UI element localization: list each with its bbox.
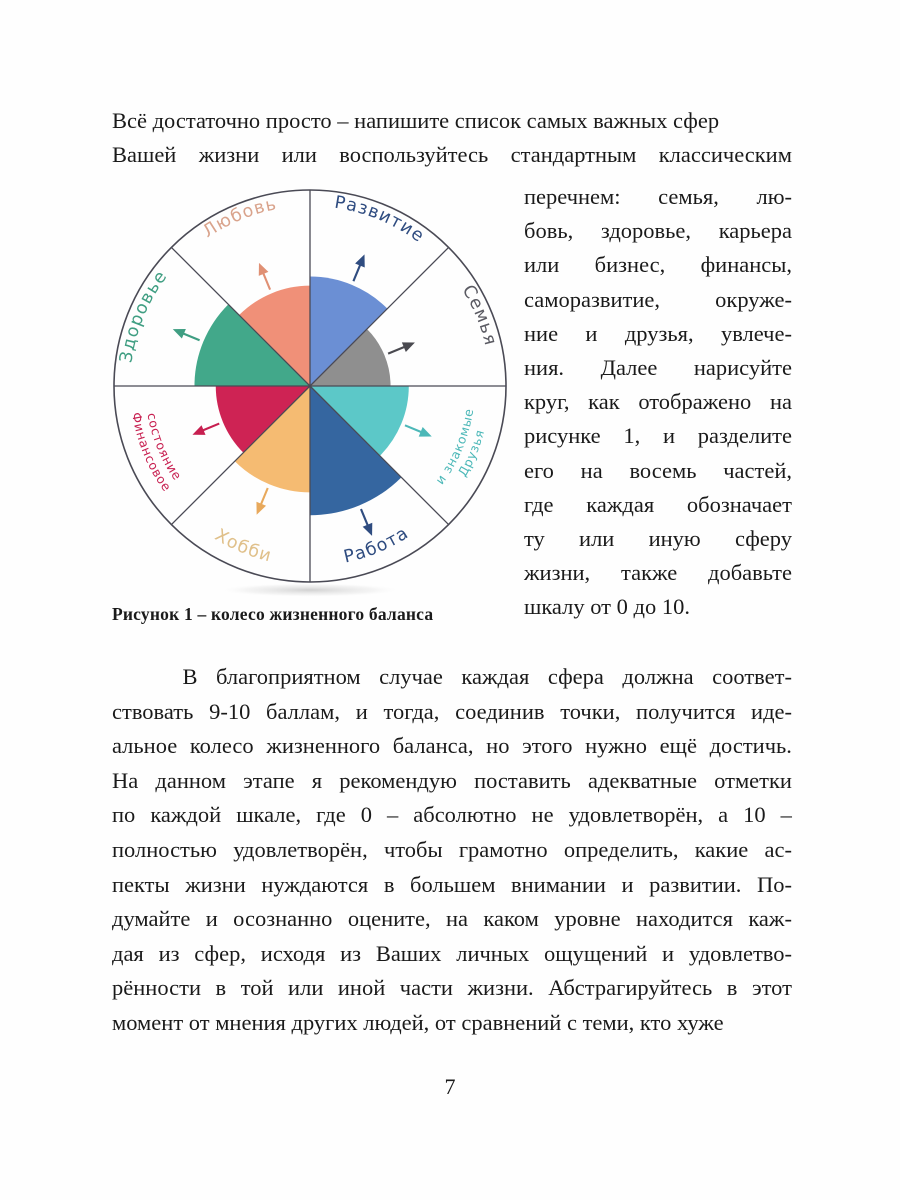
word: здоровье, [600, 218, 692, 244]
word: поставить [474, 767, 571, 793]
text-line [112, 764, 792, 799]
word: или [524, 252, 560, 278]
word: каком [483, 906, 539, 932]
text-line [524, 488, 792, 522]
word: и [662, 940, 675, 966]
word: где [316, 802, 346, 828]
word: Вашей [112, 142, 177, 167]
word: из [340, 940, 362, 966]
word: получится [636, 698, 736, 724]
word: жизненного [266, 733, 381, 759]
word: сфер, [194, 940, 246, 966]
word: жизни. [467, 975, 534, 1001]
word: – [780, 802, 792, 828]
word: удовлетворён, [568, 802, 704, 828]
word: оцените, [347, 906, 431, 932]
word: личных [456, 940, 530, 966]
wheel-drop-shadow [218, 583, 402, 597]
word: ощущений [544, 940, 648, 966]
word: рисунке [524, 423, 601, 449]
text-line [112, 971, 792, 1006]
word: этапе [243, 767, 295, 793]
word: колесо [189, 733, 254, 759]
word: не [531, 802, 554, 828]
word: его [524, 457, 554, 483]
word: жизни [198, 142, 260, 167]
figure-1 [104, 186, 516, 636]
word: отметки [714, 767, 792, 793]
word: ту [524, 526, 545, 552]
text-line [524, 556, 792, 590]
word: сферу [734, 526, 792, 552]
text-line [112, 729, 792, 764]
word: тогда, [383, 698, 440, 724]
word: ствовать [112, 698, 194, 724]
word: дая [112, 940, 144, 966]
word: перечнем: [524, 184, 621, 209]
word: По- [757, 871, 792, 897]
word: Ваших [375, 940, 442, 966]
wheel-grid-group [114, 190, 506, 582]
text-line [524, 351, 792, 385]
word: добавьте [708, 560, 792, 586]
text-line [524, 180, 792, 214]
wheel-sector-label [199, 194, 278, 242]
word: разделите [697, 423, 792, 449]
word: стандартным [510, 142, 637, 167]
word: исходя [260, 940, 326, 966]
word: в [726, 975, 738, 1001]
word: бовь, [524, 218, 574, 244]
word: в [215, 975, 227, 1001]
word: должна [622, 664, 694, 689]
intro-line-1: Всё достаточно просто – напишите список самых важных сфер [112, 108, 720, 133]
word: жизни [185, 871, 246, 897]
wheel-of-life-chart [104, 186, 516, 598]
word: круг, [524, 389, 570, 415]
word: На [112, 767, 139, 793]
intro-line-2 [112, 138, 792, 172]
text-line [112, 660, 792, 695]
wheel-sector-label-text: Здоровье [116, 266, 172, 365]
word: большем [410, 871, 496, 897]
text-line [112, 695, 792, 730]
word: а [718, 802, 729, 828]
word: данном [155, 767, 226, 793]
wheel-sector-label-text: состояние [144, 411, 186, 484]
word: или [579, 526, 615, 552]
word: восемь [629, 457, 697, 483]
word: грамотно [458, 836, 548, 862]
intro-paragraph [112, 104, 792, 172]
text-line [524, 283, 792, 317]
word: соединив [455, 698, 545, 724]
wheel-sectors-group [194, 277, 408, 516]
word: на [446, 906, 469, 932]
word: каждая [586, 491, 655, 517]
word: или [288, 975, 324, 1001]
word: из [158, 940, 180, 966]
word: развитии. [649, 871, 742, 897]
word: иде- [751, 698, 792, 724]
wheel-sector-label [342, 523, 413, 567]
word: иную [648, 526, 701, 552]
word: я [311, 767, 323, 793]
word: В [182, 664, 198, 689]
word: Далее [600, 355, 658, 381]
word: ас- [764, 836, 792, 862]
word: находится [636, 906, 733, 932]
word: уровне [554, 906, 621, 932]
text-line [524, 522, 792, 556]
word: и [662, 423, 675, 449]
word: каж- [748, 906, 792, 932]
word: 10 [743, 802, 766, 828]
word: ещё [659, 733, 697, 759]
word: каждой [150, 802, 222, 828]
word: окруже- [715, 286, 792, 312]
wheel-sector-label-text: и знакомые [432, 407, 477, 487]
word: семья, [658, 184, 719, 209]
word: соответ- [712, 664, 792, 689]
word: и [621, 871, 634, 897]
word: отображено [638, 389, 752, 415]
word: внимании [511, 871, 606, 897]
word: баланса, [392, 733, 474, 759]
text-line [112, 902, 792, 937]
word: удовлетво- [688, 940, 792, 966]
word: и [585, 320, 598, 346]
word: баллам, [266, 698, 340, 724]
text-line [112, 798, 792, 833]
word: благоприятном [216, 664, 361, 689]
word: думайте [112, 906, 191, 932]
word: удовлетворён, [233, 836, 368, 862]
word: нуждаются [261, 871, 369, 897]
word: части [399, 975, 453, 1001]
word: классическим [658, 142, 792, 167]
word: достичь. [709, 733, 792, 759]
text-line [524, 248, 792, 282]
wheel-sector-label-text: Любовь [199, 194, 279, 243]
word: определить, [563, 836, 679, 862]
word: точки, [560, 698, 621, 724]
word: нужно [585, 733, 647, 759]
wheel-sector-label-text: Финансовое [129, 411, 175, 495]
word: бизнес, [594, 252, 666, 278]
text-line [524, 214, 792, 248]
word: этого [522, 733, 573, 759]
word: ния. [524, 355, 565, 381]
word: финансы, [700, 252, 792, 278]
text-line [524, 385, 792, 419]
word: ние [524, 320, 559, 346]
text-line [524, 454, 792, 488]
word: 1, [623, 423, 641, 449]
word: как [588, 389, 620, 415]
word: 9-10 [209, 698, 251, 724]
word: или [281, 142, 317, 167]
text-line [524, 419, 792, 453]
word: адекватные [587, 767, 697, 793]
word: пекты [112, 871, 170, 897]
body-paragraph [112, 660, 792, 1041]
wheel-sector-label [458, 282, 501, 348]
word: обозначает [686, 491, 792, 517]
word: увлече- [720, 320, 792, 346]
word: на [769, 389, 792, 415]
word: жизни, [524, 560, 591, 586]
word: 0 [360, 802, 372, 828]
word: альное [112, 733, 178, 759]
wheel-sector-label-text: Семья [457, 281, 501, 349]
word: Абстрагируйтесь [548, 975, 713, 1001]
word: также [620, 560, 678, 586]
word: той [240, 975, 274, 1001]
word: сфера [547, 664, 604, 689]
word: полностью [112, 836, 217, 862]
word: воспользуйтесь [339, 142, 489, 167]
wheel-sector-label-text: Работа [341, 523, 413, 568]
text-line [112, 833, 792, 868]
word: по [112, 802, 136, 828]
text-line: момент от мнения других людей, от сравнений с теми, кто хуже [112, 1009, 724, 1035]
word: и [205, 906, 218, 932]
word: где [524, 491, 554, 517]
word: иной [337, 975, 386, 1001]
wheel-sector-label-text: Хобби [211, 525, 275, 567]
word: – [387, 802, 399, 828]
wheel-sector-label-text: Развитие [333, 192, 429, 247]
word: чтобы [383, 836, 443, 862]
word: частей, [723, 457, 792, 483]
wheel-sector-label-text: Друзья [454, 427, 488, 479]
word: рекомендую [339, 767, 457, 793]
word: лю- [756, 184, 792, 209]
wrap-text-column [524, 180, 792, 625]
word: друзья, [624, 320, 694, 346]
word: осознанно [233, 906, 333, 932]
word: абсолютно [413, 802, 517, 828]
word: на [580, 457, 603, 483]
word: случае [379, 664, 443, 689]
word: этот [751, 975, 792, 1001]
wheel-svg [104, 186, 516, 598]
word: и [355, 698, 368, 724]
word: карьера [718, 218, 792, 244]
word: нарисуйте [693, 355, 792, 381]
word: рённости [112, 975, 201, 1001]
text-line [112, 937, 792, 972]
word: в [383, 871, 395, 897]
word: какие [694, 836, 749, 862]
word: каждая [461, 664, 530, 689]
text-line [112, 868, 792, 903]
word: но [486, 733, 510, 759]
word: шкале, [236, 802, 302, 828]
word: саморазвитие, [524, 286, 661, 312]
figure-caption: Рисунок 1 – колесо жизненного баланса [112, 604, 434, 624]
text-line [524, 317, 792, 351]
text-line: шкалу от 0 до 10. [524, 594, 690, 620]
page-number: 7 [444, 1074, 456, 1099]
